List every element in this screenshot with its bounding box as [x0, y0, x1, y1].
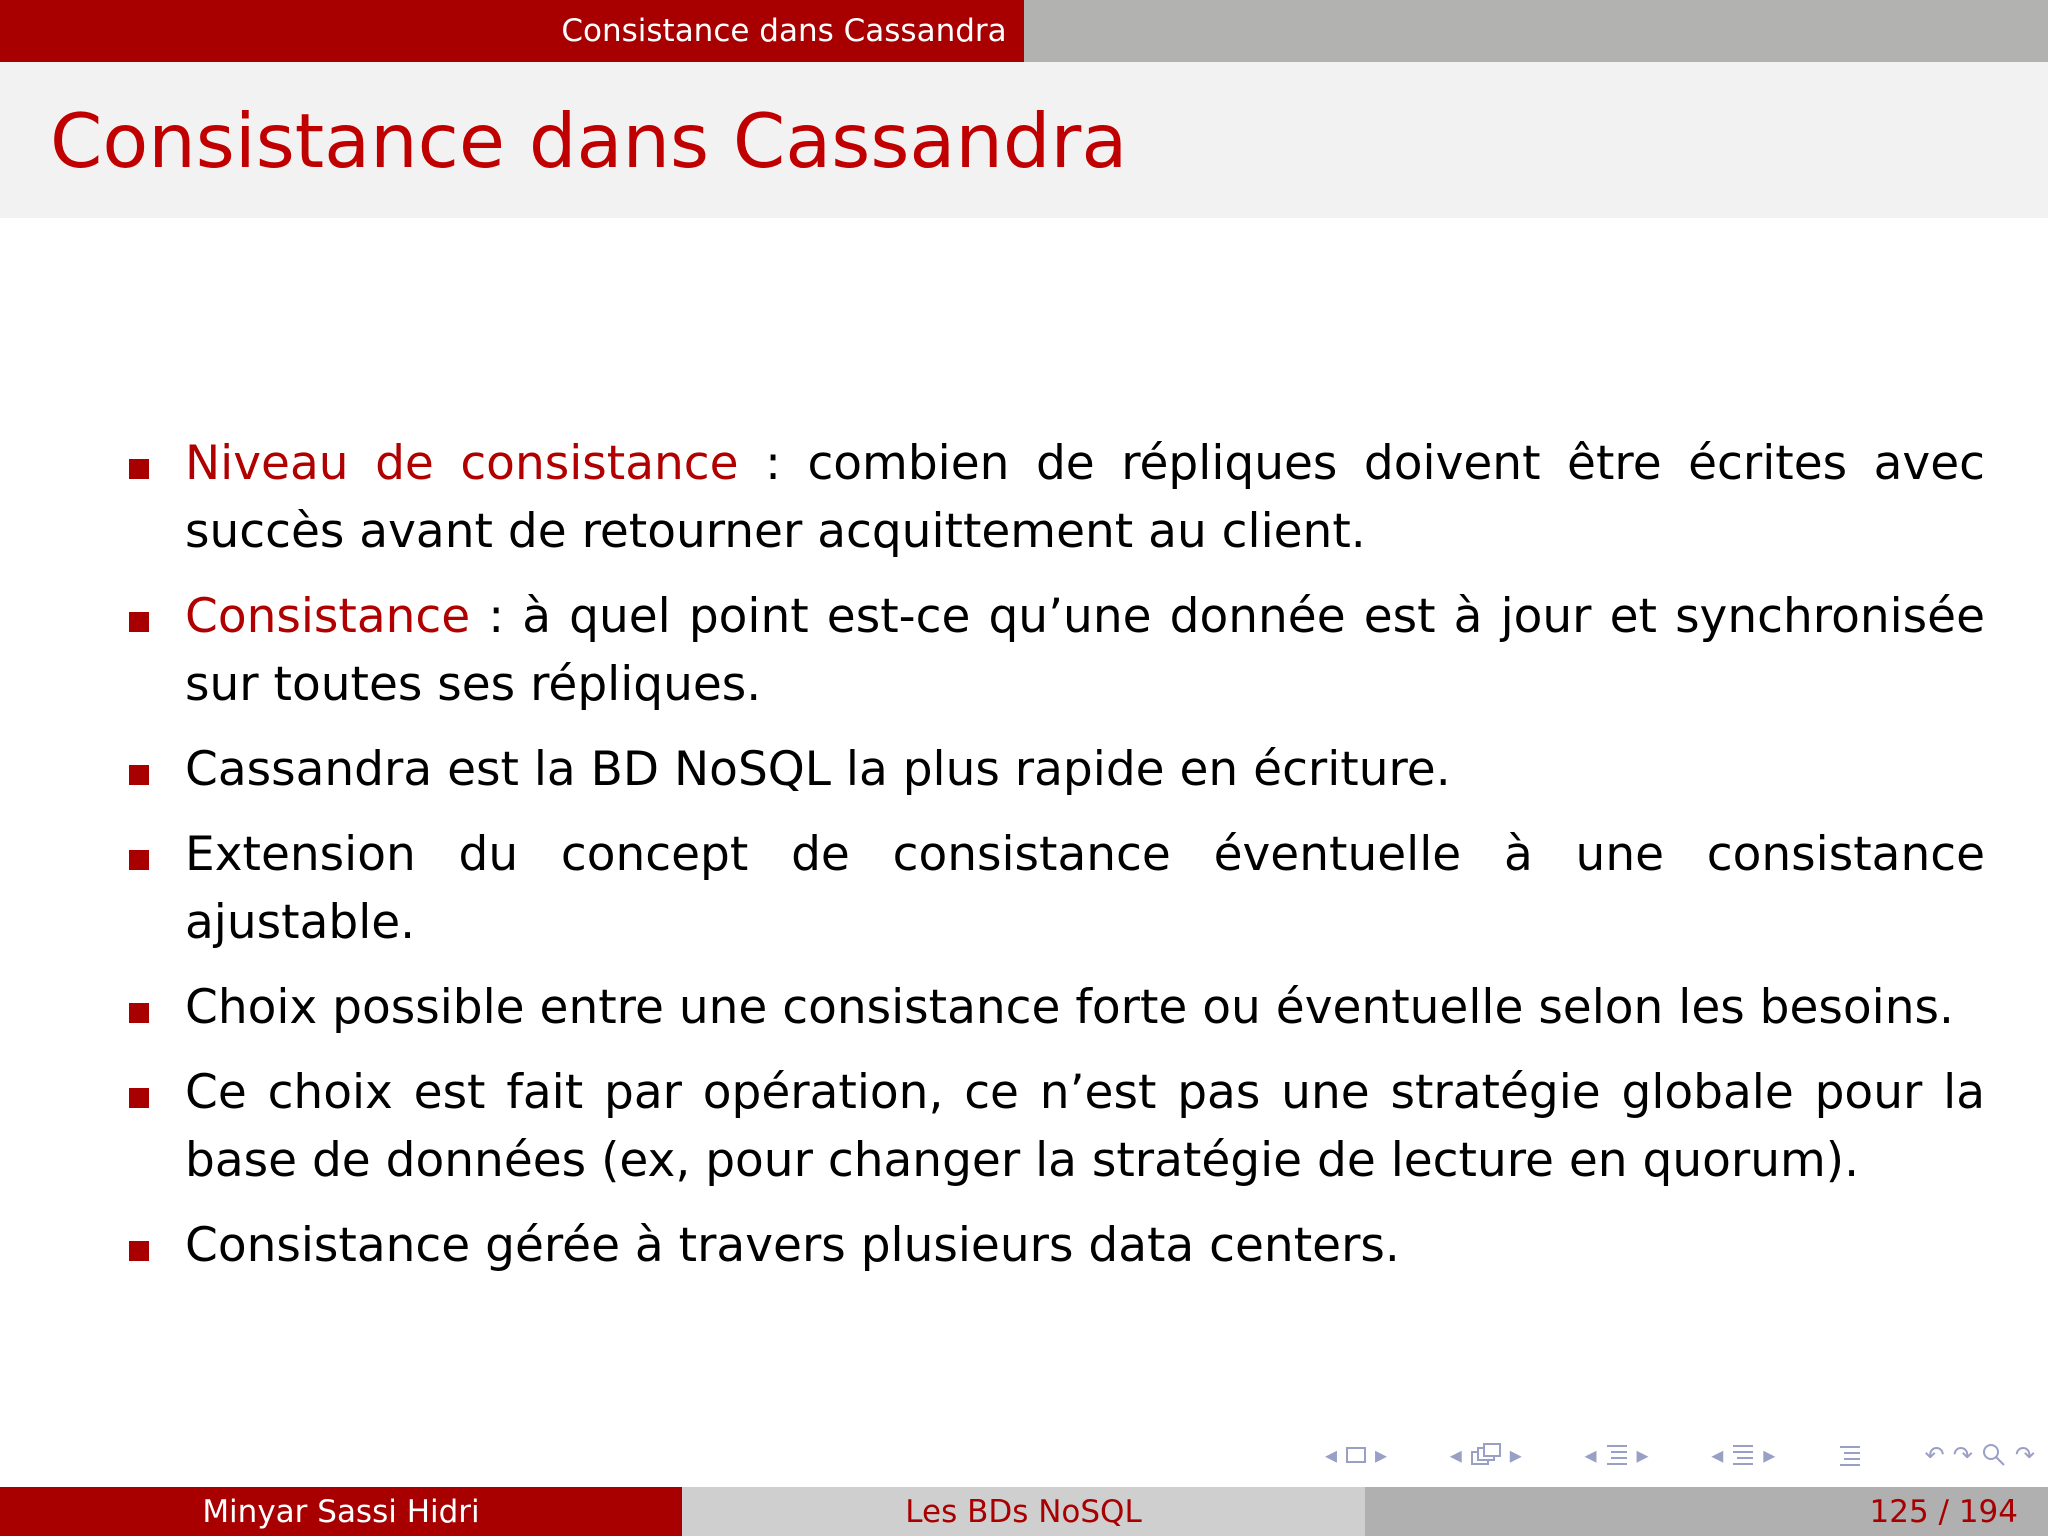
bullet-icon [125, 430, 185, 498]
list-item [125, 583, 1985, 719]
nav-subsection-group [1711, 1442, 1775, 1468]
list-item [125, 821, 1985, 957]
footer-bar [0, 1487, 2048, 1536]
footer-author: Minyar Sassi Hidri [0, 1487, 682, 1536]
nav-prev-icon[interactable]: ◂ [1584, 1441, 1597, 1469]
nav-search-group [1925, 1442, 2035, 1468]
list-item-body: Consistance gérée à travers plusieurs data centers. [185, 1218, 1400, 1273]
list-item-text [185, 1212, 1985, 1280]
list-item-term: Niveau de consistance [185, 436, 739, 491]
headline-section-title: Consistance dans Cassandra [561, 13, 1007, 49]
headline-section[interactable] [0, 0, 1024, 62]
list-item-body: Choix possible entre une consistance forte ou éventuelle selon les besoins. [185, 980, 1954, 1035]
nav-section-icon[interactable] [1605, 1442, 1629, 1468]
nav-next-icon[interactable]: ▸ [1375, 1441, 1388, 1469]
list-item-text [185, 736, 1985, 804]
list-item [125, 430, 1985, 566]
nav-frame-box-icon[interactable] [1345, 1446, 1367, 1464]
redo-icon[interactable]: ↷ [2014, 1441, 2035, 1469]
nav-align-icon[interactable] [1838, 1442, 1862, 1468]
nav-next-icon[interactable]: ▸ [1636, 1441, 1649, 1469]
bullet-icon [125, 821, 185, 889]
list-item [125, 974, 1985, 1042]
list-item-body: : à quel point est-ce qu’une donnée est à jour et synchronisée sur toutes ses répliques. [185, 589, 1985, 712]
list-item-body: Cassandra est la BD NoSQL la plus rapide en écriture. [185, 742, 1451, 797]
list-item-text [185, 821, 1985, 957]
nav-prev-icon[interactable]: ◂ [1711, 1441, 1724, 1469]
list-item-body: Ce choix est fait par opération, ce n’est pas une stratégie globale pour la base de données (ex, pour changer la stratégie de lecture en quorum). [185, 1065, 1985, 1188]
headline-subsection [1024, 0, 2048, 62]
bullet-list [125, 430, 1985, 1297]
redo-icon[interactable]: ↷ [1952, 1441, 1973, 1469]
footer-page-number: 125 / 194 [1365, 1487, 2048, 1536]
nav-prev-icon[interactable]: ◂ [1325, 1441, 1338, 1469]
nav-subsection-icon[interactable] [1731, 1442, 1755, 1468]
nav-slides-icon[interactable] [1470, 1442, 1502, 1468]
headline-bar [0, 0, 2048, 62]
nav-next-icon[interactable]: ▸ [1509, 1441, 1522, 1469]
bullet-icon [125, 1212, 185, 1280]
list-item [125, 736, 1985, 804]
bullet-icon [125, 736, 185, 804]
nav-frame-group [1325, 1443, 1387, 1467]
footer-title: Les BDs NoSQL [682, 1487, 1365, 1536]
list-item-text [185, 1059, 1985, 1195]
frame-title-bar [0, 62, 2048, 218]
list-item-text [185, 583, 1985, 719]
undo-icon[interactable]: ↶ [1924, 1441, 1945, 1469]
list-item-body: : combien de répliques doivent être écrites avec succès avant de retourner acquittement au client. [185, 436, 1986, 559]
page-title: Consistance dans Cassandra [50, 97, 1128, 185]
list-item-text [185, 430, 1985, 566]
bullet-icon [125, 974, 185, 1042]
bullet-icon [125, 583, 185, 651]
list-item [125, 1212, 1985, 1280]
list-item-body: Extension du concept de consistance éventuelle à une consistance ajustable. [185, 827, 1985, 950]
nav-next-icon[interactable]: ▸ [1763, 1441, 1776, 1469]
nav-section-group [1585, 1442, 1649, 1468]
list-item-term: Consistance [185, 589, 471, 644]
bullet-icon [125, 1059, 185, 1127]
list-item [125, 1059, 1985, 1195]
nav-slide-group [1450, 1442, 1522, 1468]
navigation-symbols [1325, 1440, 2035, 1470]
list-item-text [185, 974, 1985, 1042]
nav-align-group [1838, 1442, 1862, 1468]
nav-prev-icon[interactable]: ◂ [1449, 1441, 1462, 1469]
search-icon[interactable] [1981, 1442, 2007, 1468]
